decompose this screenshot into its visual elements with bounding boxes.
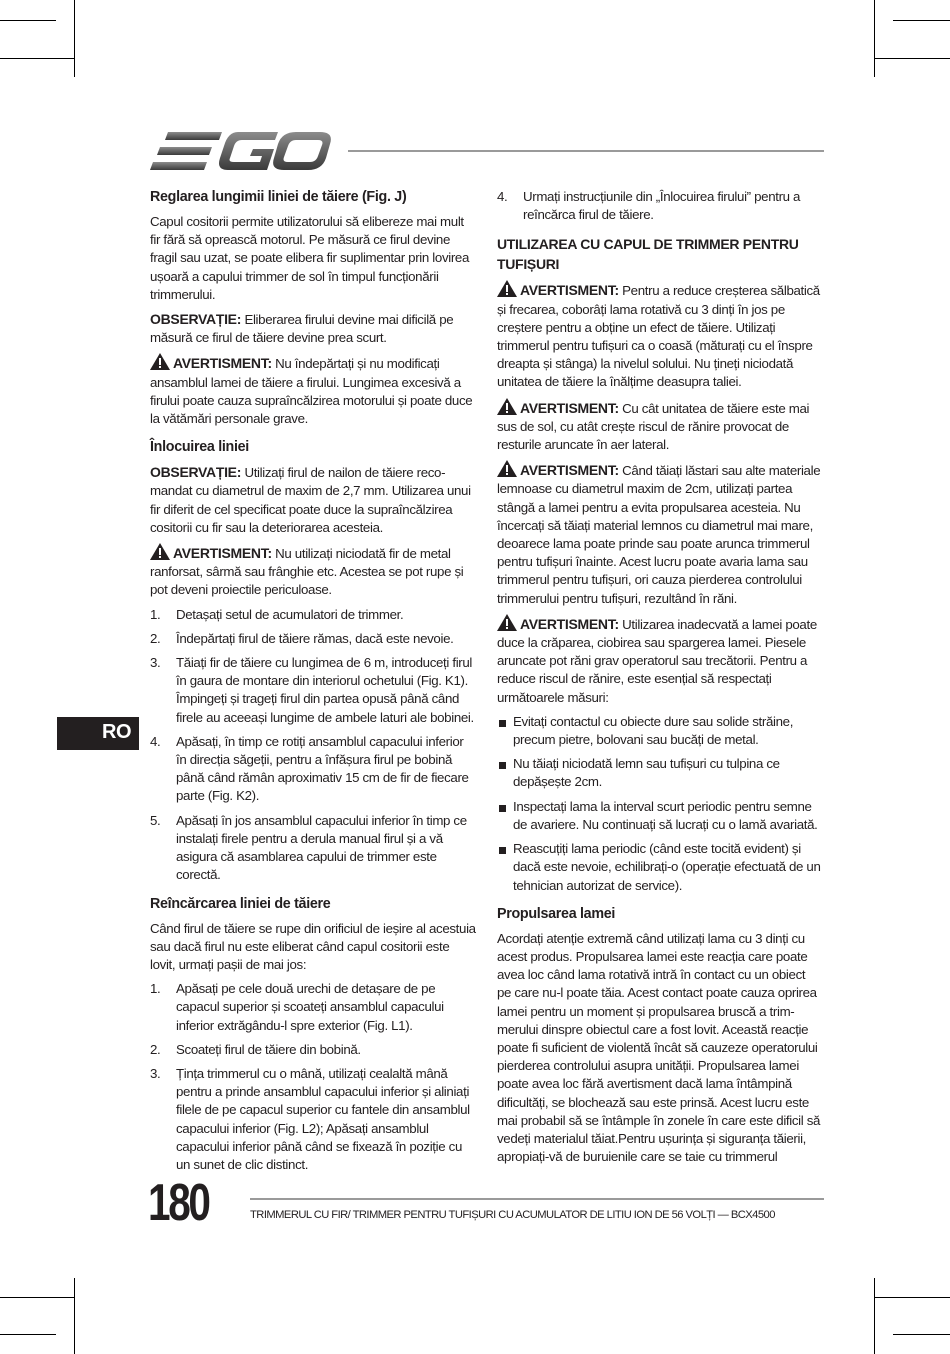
list-item — [150, 606, 477, 624]
warning — [497, 614, 822, 707]
right-column — [497, 188, 822, 1172]
note-label: OBSERVAȚIE: — [150, 464, 242, 481]
step-text: Scoateți firul de tăiere din bobină. — [176, 1041, 361, 1057]
list-item — [150, 812, 477, 885]
bullet-text: Nu tăiați niciodată lemn sau tufișuri cu tulpina ce depășește 2cm. — [513, 756, 780, 790]
warning-text: Când tăiați lăstari sau alte materiale lemnoase cu diametrul maxim de 2cm, utilizați partea stângă a lamei pentru a evita propulsarea acesteia. Nu încercați să tăiați material lemnos cu diametrul mai mare, deoarece lama poate prinde sau poate arunca trimmerul pentru tufișuri înainte. Acest lucru poate avaria lama sau trimmerul pentru tufișuri, ori cauza pierderea controlului trimmerului pentru tufișuri, rezultând în răni. — [497, 463, 821, 606]
crop-mark — [0, 58, 74, 59]
header-rule — [348, 150, 824, 152]
warning-icon — [150, 543, 170, 560]
step-number: 1. — [150, 981, 161, 997]
warning-text: Nu utilizați niciodată fir de metal ranforsat, sârmă sau frânghie etc. Acestea se pot rupe și pot deveni proiectile periculoase. — [150, 546, 464, 598]
warning-label: AVERTISMENT: — [520, 399, 619, 416]
footer-rule — [250, 1198, 824, 1200]
list-item — [150, 630, 477, 648]
list-item — [150, 733, 477, 806]
crop-mark — [874, 1297, 950, 1298]
step-text: Îndepărtați firul de tăiere rămas, dacă este nevoie. — [176, 630, 454, 646]
section-title: Propulsarea lamei — [497, 905, 616, 922]
warning-icon — [150, 353, 170, 370]
crop-mark — [74, 0, 75, 77]
note-text: Utilizați firul de nailon de tăiere reco-mandat cu diametrul de maxim de 2,7 mm. Utilizarea unui fir diferit de cel specificat poate duce la supraîncălzirea cositorii cu fir sau la deteriorarea acesteia. — [150, 465, 471, 535]
warning — [150, 543, 477, 600]
step-number: 3. — [150, 1065, 161, 1081]
list-item — [150, 654, 477, 727]
note-text: Eliberarea firului devine mai dificilă pe măsură ce firul de tăiere devine prea scurt. — [150, 312, 454, 346]
paragraph: Capul cositorii permite utilizatorului să elibereze mai mult fir fără să oprească motorul. Pe măsură ce firul devine fragil sau uzat, se poate elibera fir suplimentar prin lovirea ușoară a capului trimmer de sol în timpul funcționării trimmerului. — [150, 214, 470, 302]
crop-mark — [74, 1278, 75, 1354]
warning — [497, 280, 822, 391]
warning-icon — [497, 398, 517, 415]
warning — [497, 460, 822, 608]
warning-text: Nu îndepărtați și nu modificați ansamblul lamei de tăiere a firului. Lungimea excesivă a firului poate cauza supraîncălzirea motorului și poate duce la vătămări personale grave. — [150, 356, 473, 427]
step-number: 4. — [150, 733, 161, 749]
footer-title: TRIMMERUL CU FIR/ TRIMMER PENTRU TUFIȘURI CU ACUMULATOR DE LITIU ION DE 56 VOLȚI — BCX4500 — [250, 1209, 775, 1221]
step-number: 4. — [497, 189, 508, 204]
crop-mark — [874, 0, 875, 77]
section-title: Înlocuirea liniei — [150, 439, 249, 456]
list-item — [497, 840, 822, 895]
step-text: Detașați setul de acumulatori de trimmer. — [176, 606, 404, 622]
list-item — [497, 755, 822, 791]
warning-label: AVERTISMENT: — [520, 615, 619, 632]
list-item — [497, 713, 822, 749]
warning-label: AVERTISMENT: — [520, 462, 619, 479]
crop-mark — [893, 20, 950, 21]
crop-mark — [0, 1334, 56, 1335]
section-title: Reîncărcarea liniei de tăiere — [150, 895, 331, 912]
note-label: OBSERVAȚIE: — [150, 311, 242, 328]
step-text: Apăsați, în timp ce rotiți ansamblul capacului inferior în direcția săgeții, pentru a înfășura firul pe bobină până când rămân aproximativ 15 cm de fir de fiecare parte (Fig. K2). — [176, 733, 469, 804]
warning-label: AVERTISMENT: — [173, 545, 272, 562]
warning-text: Utilizarea inadecvată a lamei poate duce la crăparea, ciobirea sau spargerea lamei. Piesele aruncate pot răni grav operatorul sau trecătorii. Pentru a reduce riscul de rănire, este esențial să respectați următoarele măsuri: — [497, 616, 817, 705]
language-tab — [57, 717, 139, 750]
crop-mark — [0, 20, 56, 21]
list-item — [150, 980, 477, 1035]
list-item — [497, 798, 822, 834]
step-number: 1. — [150, 606, 161, 622]
bullet-icon — [499, 720, 506, 727]
bullet-list — [497, 713, 822, 895]
paragraph: Când firul de tăiere se rupe din orificiul de ieșire al acestuia sau dacă firul nu este eliberat când capul cositorii este lovit, urmați pașii de mai jos: — [150, 920, 476, 972]
language-code: RO — [102, 721, 131, 743]
warning-text: Pentru a reduce creșterea sălbatică și frecarea, coborâți lama rotativă cu 3 dinți în jos pe creștere pentru a obține un efect de tăiere. Utilizați trimmerul pentru tufișuri ca o coasă (măturați cu el înspre dreapta și stânga) la nivelul solului. Nu țineți niciodată unitatea de tăiere la înălțime deasupra taliei. — [497, 283, 820, 390]
step-number: 5. — [150, 812, 161, 828]
list-item — [497, 188, 822, 224]
warning-icon — [497, 460, 517, 477]
step-text: Apăsați pe cele două urechi de detașare de pe capacul superior și scoateți ansamblul capacului inferior extrăgându-l spre exterior (Fig. L1). — [176, 981, 444, 1033]
warning — [497, 398, 822, 455]
warning-label: AVERTISMENT: — [173, 355, 272, 372]
step-text: Urmați instrucțiunile din „Înlocuirea firului” pentru a reîncărca firul de tăiere. — [523, 189, 801, 223]
crop-mark — [874, 1278, 875, 1354]
note — [150, 463, 477, 537]
section-title: Reglarea lungimii liniei de tăiere (Fig. J) — [150, 189, 407, 205]
bullet-text: Reascuțiți lama periodic (când este tocită evident) și dacă este nevoie, echilibrați-o (operație efectuată de un tehnician autorizat de service). — [513, 841, 821, 893]
step-text: Apăsați în jos ansamblul capacului inferior în timp ce instalați firele pentru a derula manual firul și a vă asigura că asamblarea capului de trimmer este corectă. — [176, 812, 467, 883]
step-list — [497, 188, 822, 224]
warning — [150, 353, 477, 428]
crop-mark — [874, 58, 950, 59]
crop-mark — [893, 1334, 950, 1335]
step-text: Țința trimmerul cu o mână, utilizați cealaltă mână pentru a prinde ansamblul capacului inferior și aliniați filele de pe capacul superior cu fantele din ansamblul capacului inferior (Fig. L2); Apăsați ansamblul capacului inferior până când se fixează în poziție cu un sunet de clic distinct. — [176, 1065, 470, 1172]
ego-logo — [150, 130, 332, 172]
bullet-icon — [499, 847, 506, 854]
list-item — [150, 1065, 477, 1174]
left-column — [150, 188, 477, 1180]
crop-mark — [0, 1297, 74, 1298]
note — [150, 310, 477, 347]
step-number: 3. — [150, 655, 161, 671]
list-item — [150, 1041, 477, 1059]
bullet-text: Evitați contactul cu obiecte dure sau solide străine, precum pietre, bolovani sau bucăți de metal. — [513, 713, 794, 748]
bullet-icon — [499, 805, 506, 812]
warning-text: Cu cât unitatea de tăiere este mai sus de sol, cu atât crește riscul de rănire provocat de resturile aruncate în aer lateral. — [497, 400, 810, 453]
warning-icon — [497, 614, 517, 631]
step-list — [150, 980, 477, 1174]
warning-icon — [497, 280, 517, 297]
warning-label: AVERTISMENT: — [520, 282, 619, 299]
step-list — [150, 606, 477, 885]
step-text: Tăiați fir de tăiere cu lungimea de 6 m, introduceți firul în gaura de montare din interiorul ochetului (Fig. K1). Împingeți și trageți firul din partea opusă până când firele au aceeași lungime de ambele laturi ale bobinei. — [176, 655, 474, 725]
step-number: 2. — [150, 1041, 161, 1057]
section-title: UTILIZAREA CU CAPUL DE TRIMMER PENTRU TUFIȘURI — [497, 236, 799, 273]
step-number: 2. — [150, 630, 161, 646]
page-number: 180 — [148, 1174, 209, 1232]
paragraph: Acordați atenție extremă când utilizați lama cu 3 dinți cu acest produs. Propulsarea lamei este reacția care poate avea loc când lama rotativă intră în contact cu un obiect pe care nu-l poate tăia. Acest contact poate cauza oprirea lamei pentru un moment și propulsarea bruscă a trim-merului dinspre obiectul care a fost lovit. Această reacție poate fi suficient de violentă încât să cauzeze operatorului pierderea controlului asupra unității. Propulsarea lamei poate avea loc fără avertisment dacă lama întâmpină dificultăți, se blochează sau este prinsă. Acest lucru este mai probabil să se întâmple în zonele în care este dificil să vedeți materialul tăiat.Pentru ușurința și siguranța tăierii, apropiați-vă de buruienile care se taie cu trimmerul — [497, 930, 821, 1165]
bullet-text: Inspectați lama la interval scurt periodic pentru semne de avariere. Nu continuați să lucrați cu o lamă avariată. — [513, 798, 818, 832]
bullet-icon — [499, 762, 506, 769]
